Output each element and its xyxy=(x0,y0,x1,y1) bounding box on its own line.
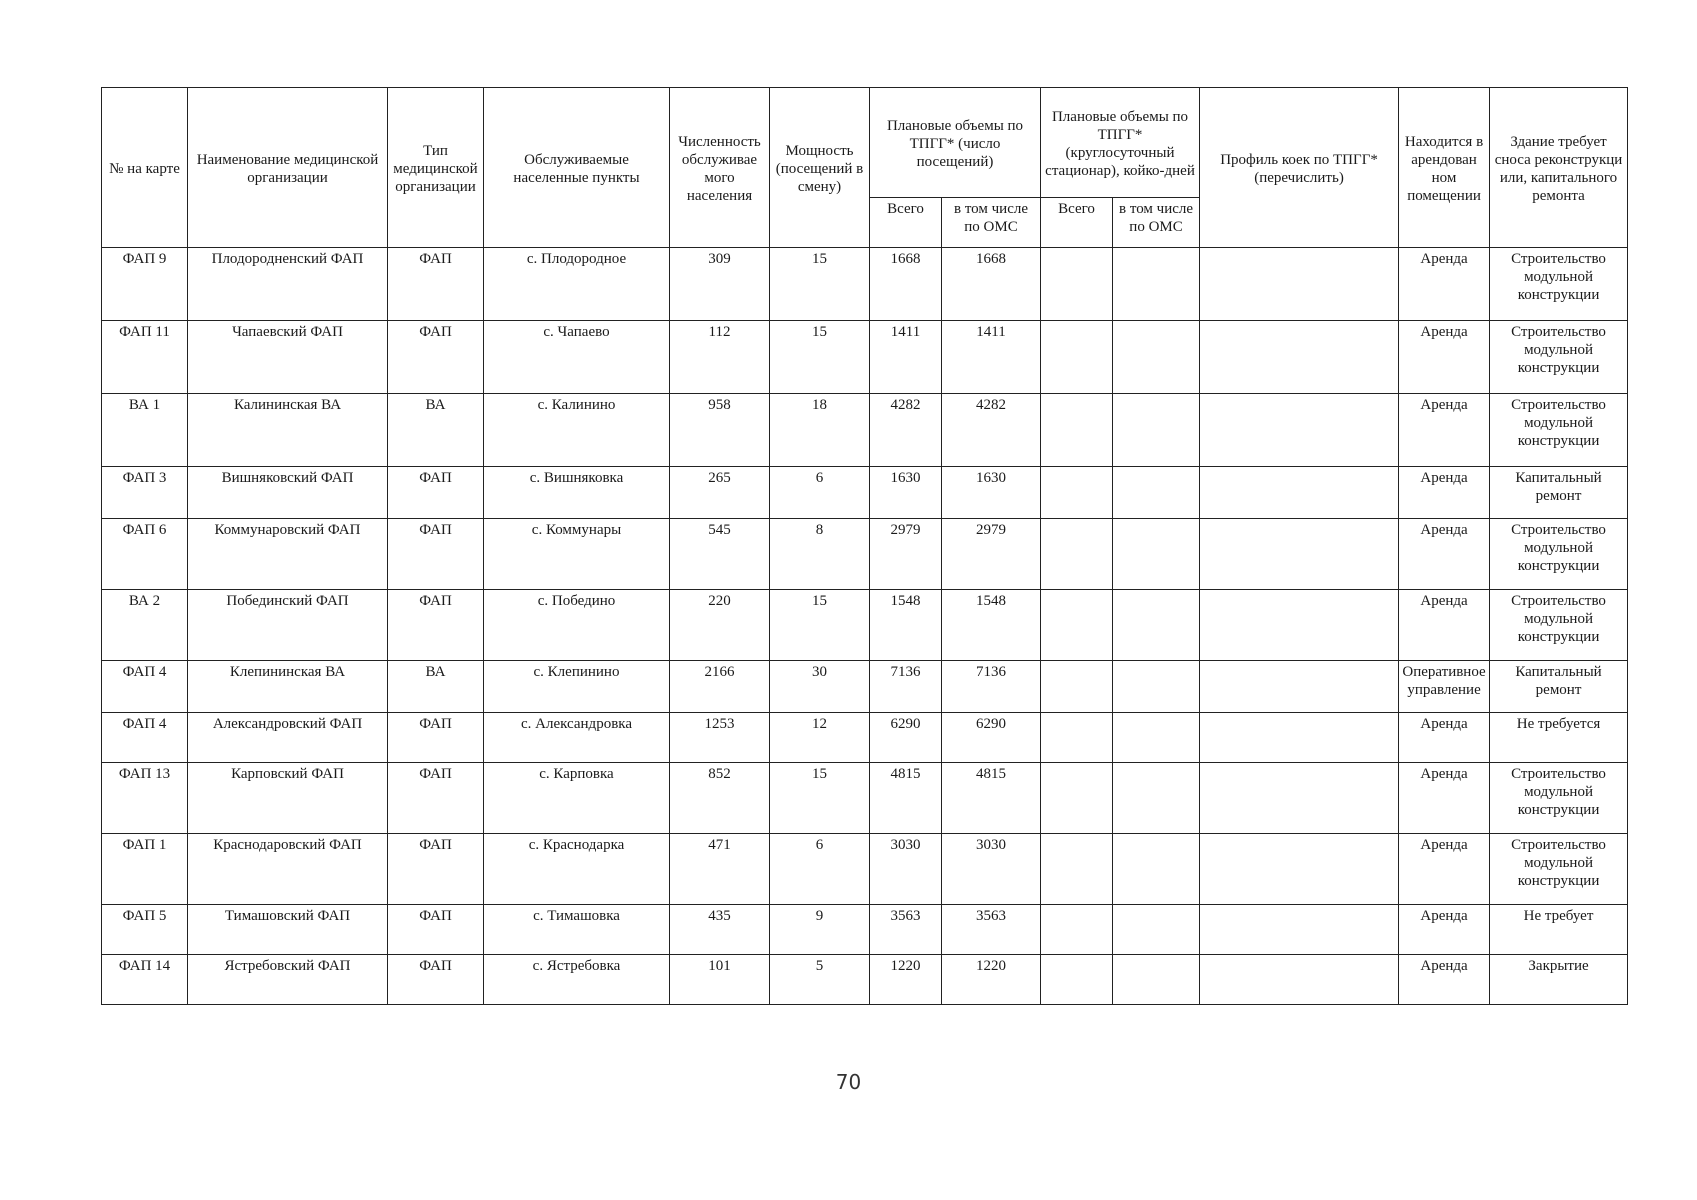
cell-visits-total: 6290 xyxy=(870,713,942,763)
table-row xyxy=(102,713,1628,763)
cell-org-name: Побединский ФАП xyxy=(188,590,388,661)
cell-premises: Аренда xyxy=(1399,713,1490,763)
cell-premises: Аренда xyxy=(1399,955,1490,1005)
cell-premises: Оперативное управление xyxy=(1399,661,1490,713)
cell-beds-total xyxy=(1041,590,1113,661)
cell-beds-total xyxy=(1041,394,1113,467)
cell-population: 852 xyxy=(670,763,770,834)
cell-population: 471 xyxy=(670,834,770,905)
cell-map-no: ФАП 14 xyxy=(102,955,188,1005)
cell-building: Строительство модульной конструкции xyxy=(1490,394,1628,467)
cell-visits-total: 1220 xyxy=(870,955,942,1005)
cell-org-name: Карповский ФАП xyxy=(188,763,388,834)
facilities-table xyxy=(101,87,1628,1005)
cell-premises: Аренда xyxy=(1399,905,1490,955)
header-beds-group: Плановые объемы по ТПГГ* (круглосуточный стационар), койко-дней xyxy=(1041,88,1200,198)
table-row xyxy=(102,905,1628,955)
cell-beds-oms xyxy=(1113,519,1200,590)
cell-org-type: ФАП xyxy=(388,955,484,1005)
header-visits-oms: в том числе по ОМС xyxy=(942,198,1041,248)
cell-beds-total xyxy=(1041,905,1113,955)
cell-settlement: с. Вишняковка xyxy=(484,467,670,519)
cell-settlement: с. Коммунары xyxy=(484,519,670,590)
cell-beds-oms xyxy=(1113,763,1200,834)
header-visits-group: Плановые объемы по ТПГГ* (число посещений) xyxy=(870,88,1041,198)
cell-settlement: с. Победино xyxy=(484,590,670,661)
cell-beds-total xyxy=(1041,661,1113,713)
cell-capacity: 15 xyxy=(770,590,870,661)
cell-population: 112 xyxy=(670,321,770,394)
table-row xyxy=(102,467,1628,519)
cell-visits-total: 2979 xyxy=(870,519,942,590)
cell-org-name: Коммунаровский ФАП xyxy=(188,519,388,590)
cell-org-type: ФАП xyxy=(388,905,484,955)
cell-bed-profile xyxy=(1200,661,1399,713)
cell-beds-oms xyxy=(1113,590,1200,661)
cell-settlement: с. Тимашовка xyxy=(484,905,670,955)
cell-capacity: 9 xyxy=(770,905,870,955)
cell-visits-total: 3563 xyxy=(870,905,942,955)
cell-org-type: ФАП xyxy=(388,321,484,394)
cell-population: 220 xyxy=(670,590,770,661)
cell-settlement: с. Калинино xyxy=(484,394,670,467)
cell-org-name: Клепининская ВА xyxy=(188,661,388,713)
cell-bed-profile xyxy=(1200,590,1399,661)
cell-org-type: ФАП xyxy=(388,248,484,321)
cell-beds-oms xyxy=(1113,661,1200,713)
cell-settlement: с. Клепинино xyxy=(484,661,670,713)
header-settlements: Обслуживаемые населенные пункты xyxy=(484,88,670,248)
cell-population: 1253 xyxy=(670,713,770,763)
header-rented: Находится в арендован ном помещении xyxy=(1399,88,1490,248)
table-row xyxy=(102,321,1628,394)
cell-visits-oms: 1668 xyxy=(942,248,1041,321)
cell-visits-oms: 1630 xyxy=(942,467,1041,519)
cell-beds-oms xyxy=(1113,713,1200,763)
cell-beds-oms xyxy=(1113,834,1200,905)
cell-visits-total: 1548 xyxy=(870,590,942,661)
cell-beds-total xyxy=(1041,248,1113,321)
cell-visits-total: 3030 xyxy=(870,834,942,905)
cell-population: 265 xyxy=(670,467,770,519)
cell-premises: Аренда xyxy=(1399,519,1490,590)
table-row xyxy=(102,661,1628,713)
table-row xyxy=(102,394,1628,467)
header-org-name: Наименование медицинской организации xyxy=(188,88,388,248)
cell-org-name: Ястребовский ФАП xyxy=(188,955,388,1005)
cell-visits-oms: 2979 xyxy=(942,519,1041,590)
cell-building: Строительство модульной конструкции xyxy=(1490,763,1628,834)
header-bed-profile: Профиль коек по ТПГГ* (перечислить) xyxy=(1200,88,1399,248)
cell-building: Закрытие xyxy=(1490,955,1628,1005)
cell-visits-oms: 1220 xyxy=(942,955,1041,1005)
header-capacity: Мощность (посещений в смену) xyxy=(770,88,870,248)
cell-capacity: 8 xyxy=(770,519,870,590)
cell-beds-total xyxy=(1041,467,1113,519)
cell-capacity: 30 xyxy=(770,661,870,713)
cell-visits-total: 4815 xyxy=(870,763,942,834)
header-building: Здание требует сноса реконструкци или, капитального ремонта xyxy=(1490,88,1628,248)
cell-org-type: ФАП xyxy=(388,834,484,905)
cell-bed-profile xyxy=(1200,834,1399,905)
header-map-no: № на карте xyxy=(102,88,188,248)
cell-beds-total xyxy=(1041,763,1113,834)
header-org-type: Тип медицинской организации xyxy=(388,88,484,248)
cell-premises: Аренда xyxy=(1399,834,1490,905)
cell-beds-total xyxy=(1041,321,1113,394)
cell-bed-profile xyxy=(1200,394,1399,467)
table-row xyxy=(102,519,1628,590)
header-beds-oms: в том числе по ОМС xyxy=(1113,198,1200,248)
cell-visits-oms: 4282 xyxy=(942,394,1041,467)
cell-premises: Аренда xyxy=(1399,321,1490,394)
cell-capacity: 5 xyxy=(770,955,870,1005)
cell-map-no: ФАП 3 xyxy=(102,467,188,519)
cell-population: 309 xyxy=(670,248,770,321)
cell-visits-total: 7136 xyxy=(870,661,942,713)
cell-building: Строительство модульной конструкции xyxy=(1490,834,1628,905)
cell-bed-profile xyxy=(1200,248,1399,321)
cell-premises: Аренда xyxy=(1399,467,1490,519)
cell-org-type: ФАП xyxy=(388,590,484,661)
cell-population: 2166 xyxy=(670,661,770,713)
cell-settlement: с. Краснодарка xyxy=(484,834,670,905)
cell-bed-profile xyxy=(1200,321,1399,394)
cell-premises: Аренда xyxy=(1399,394,1490,467)
cell-visits-oms: 6290 xyxy=(942,713,1041,763)
cell-building: Строительство модульной конструкции xyxy=(1490,590,1628,661)
cell-beds-oms xyxy=(1113,394,1200,467)
cell-settlement: с. Ястребовка xyxy=(484,955,670,1005)
cell-population: 101 xyxy=(670,955,770,1005)
cell-premises: Аренда xyxy=(1399,248,1490,321)
header-visits-total: Всего xyxy=(870,198,942,248)
cell-beds-total xyxy=(1041,519,1113,590)
cell-beds-oms xyxy=(1113,955,1200,1005)
cell-visits-total: 1668 xyxy=(870,248,942,321)
cell-building: Строительство модульной конструкции xyxy=(1490,248,1628,321)
cell-premises: Аренда xyxy=(1399,590,1490,661)
cell-org-name: Плодородненский ФАП xyxy=(188,248,388,321)
cell-visits-oms: 1548 xyxy=(942,590,1041,661)
cell-population: 545 xyxy=(670,519,770,590)
cell-building: Строительство модульной конструкции xyxy=(1490,519,1628,590)
cell-settlement: с. Чапаево xyxy=(484,321,670,394)
cell-beds-total xyxy=(1041,713,1113,763)
cell-capacity: 18 xyxy=(770,394,870,467)
cell-map-no: ФАП 6 xyxy=(102,519,188,590)
cell-beds-oms xyxy=(1113,467,1200,519)
table-row xyxy=(102,834,1628,905)
header-population: Численность обслуживае мого населения xyxy=(670,88,770,248)
cell-org-type: ВА xyxy=(388,661,484,713)
cell-building: Капитальный ремонт xyxy=(1490,467,1628,519)
cell-capacity: 15 xyxy=(770,763,870,834)
table-body xyxy=(102,248,1628,1005)
cell-org-type: ФАП xyxy=(388,519,484,590)
cell-org-name: Чапаевский ФАП xyxy=(188,321,388,394)
cell-visits-oms: 4815 xyxy=(942,763,1041,834)
cell-map-no: ФАП 9 xyxy=(102,248,188,321)
table-row xyxy=(102,955,1628,1005)
cell-bed-profile xyxy=(1200,467,1399,519)
cell-bed-profile xyxy=(1200,519,1399,590)
cell-map-no: ВА 1 xyxy=(102,394,188,467)
cell-org-name: Калининская ВА xyxy=(188,394,388,467)
cell-population: 958 xyxy=(670,394,770,467)
cell-map-no: ФАП 4 xyxy=(102,713,188,763)
table-row xyxy=(102,248,1628,321)
cell-org-name: Вишняковский ФАП xyxy=(188,467,388,519)
cell-visits-oms: 3030 xyxy=(942,834,1041,905)
cell-building: Капитальный ремонт xyxy=(1490,661,1628,713)
cell-capacity: 15 xyxy=(770,248,870,321)
cell-capacity: 15 xyxy=(770,321,870,394)
cell-capacity: 6 xyxy=(770,467,870,519)
cell-org-type: ФАП xyxy=(388,763,484,834)
cell-visits-oms: 7136 xyxy=(942,661,1041,713)
cell-bed-profile xyxy=(1200,763,1399,834)
cell-bed-profile xyxy=(1200,955,1399,1005)
cell-capacity: 6 xyxy=(770,834,870,905)
table-row xyxy=(102,763,1628,834)
cell-settlement: с. Александровка xyxy=(484,713,670,763)
cell-visits-total: 4282 xyxy=(870,394,942,467)
cell-bed-profile xyxy=(1200,905,1399,955)
cell-map-no: ВА 2 xyxy=(102,590,188,661)
cell-org-name: Тимашовский ФАП xyxy=(188,905,388,955)
cell-population: 435 xyxy=(670,905,770,955)
cell-map-no: ФАП 1 xyxy=(102,834,188,905)
page-number: 70 xyxy=(835,1070,862,1094)
cell-org-name: Краснодаровский ФАП xyxy=(188,834,388,905)
cell-map-no: ФАП 5 xyxy=(102,905,188,955)
cell-settlement: с. Карповка xyxy=(484,763,670,834)
cell-building: Не требуется xyxy=(1490,713,1628,763)
table-header xyxy=(102,88,1628,248)
cell-visits-oms: 3563 xyxy=(942,905,1041,955)
cell-beds-oms xyxy=(1113,905,1200,955)
table-row xyxy=(102,590,1628,661)
cell-premises: Аренда xyxy=(1399,763,1490,834)
cell-visits-total: 1630 xyxy=(870,467,942,519)
cell-visits-total: 1411 xyxy=(870,321,942,394)
cell-building: Не требует xyxy=(1490,905,1628,955)
cell-map-no: ФАП 13 xyxy=(102,763,188,834)
cell-map-no: ФАП 11 xyxy=(102,321,188,394)
cell-org-type: ВА xyxy=(388,394,484,467)
cell-beds-oms xyxy=(1113,321,1200,394)
cell-beds-total xyxy=(1041,834,1113,905)
cell-visits-oms: 1411 xyxy=(942,321,1041,394)
cell-beds-total xyxy=(1041,955,1113,1005)
cell-org-type: ФАП xyxy=(388,713,484,763)
cell-capacity: 12 xyxy=(770,713,870,763)
cell-building: Строительство модульной конструкции xyxy=(1490,321,1628,394)
cell-org-name: Александровский ФАП xyxy=(188,713,388,763)
cell-beds-oms xyxy=(1113,248,1200,321)
cell-org-type: ФАП xyxy=(388,467,484,519)
cell-settlement: с. Плодородное xyxy=(484,248,670,321)
cell-map-no: ФАП 4 xyxy=(102,661,188,713)
cell-bed-profile xyxy=(1200,713,1399,763)
header-beds-total: Всего xyxy=(1041,198,1113,248)
